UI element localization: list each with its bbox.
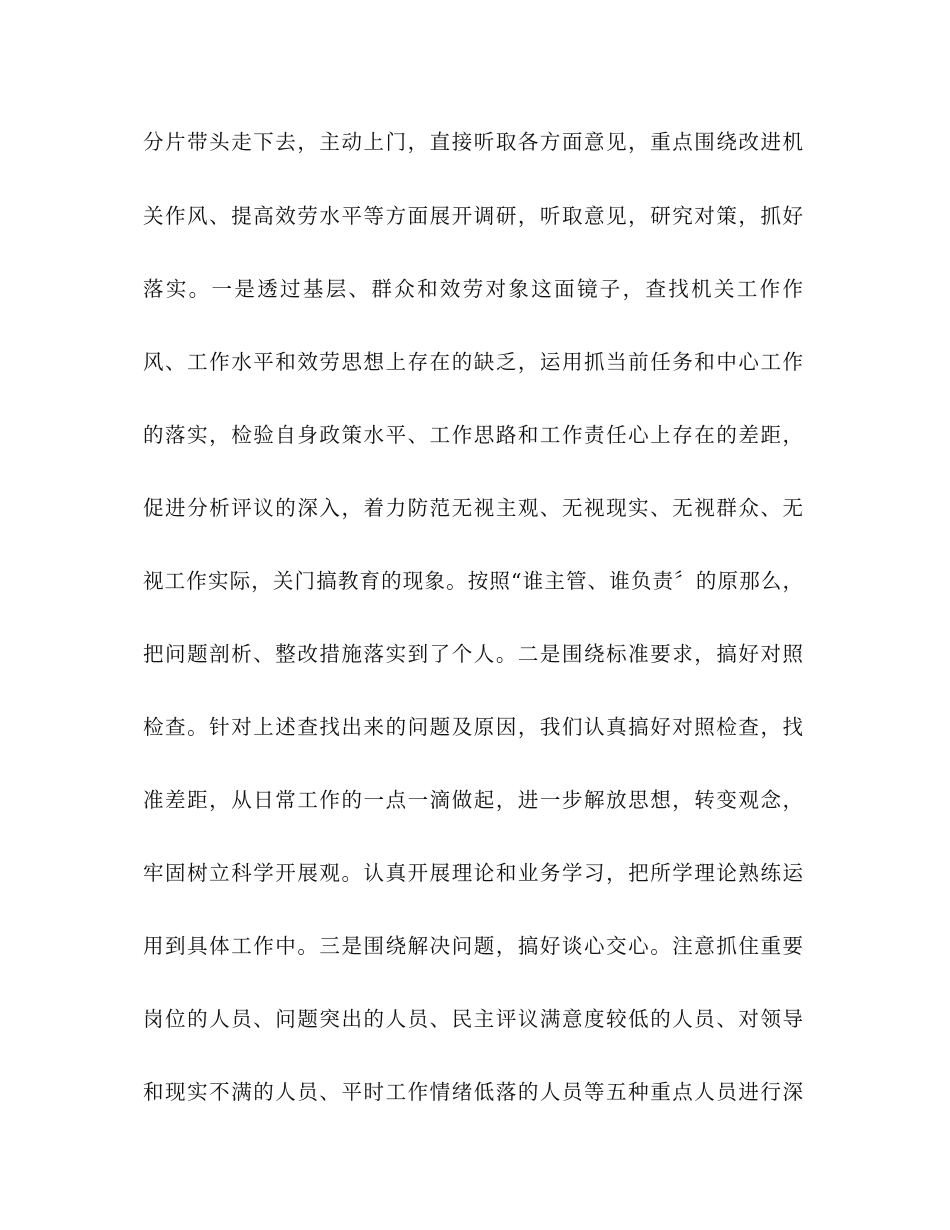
body-text-line: 分片带头走下去，主动上门，直接听取各方面意见，重点围绕改进机 xyxy=(143,130,803,154)
body-text-line: 把问题剖析、整改措施落实到了个人。二是围绕标准要求，搞好对照 xyxy=(143,642,803,666)
body-text-line: 关作风、提高效劳水平等方面展开调研，听取意见，研究对策，抓好 xyxy=(143,204,803,228)
body-text-line: 和现实不满的人员、平时工作情绪低落的人员等五种重点人员进行深 xyxy=(143,1080,803,1104)
body-text-line: 促进分析评议的深入，着力防范无视主观、无视现实、无视群众、无 xyxy=(143,496,803,520)
body-text-line: 岗位的人员、问题突出的人员、民主评议满意度较低的人员、对领导 xyxy=(143,1007,803,1031)
body-text-line: 准差距，从日常工作的一点一滴做起，进一步解放思想，转变观念， xyxy=(143,788,803,812)
body-text-line: 风、工作水平和效劳思想上存在的缺乏，运用抓当前任务和中心工作 xyxy=(143,350,803,374)
body-text-line: 落实。一是透过基层、群众和效劳对象这面镜子，查找机关工作作 xyxy=(143,277,803,301)
body-text-line: 的落实，检验自身政策水平、工作思路和工作责任心上存在的差距， xyxy=(143,423,803,447)
body-text-line: 牢固树立科学开展观。认真开展理论和业务学习，把所学理论熟练运 xyxy=(143,861,803,885)
body-text-line: 视工作实际，关门搞教育的现象。按照“谁主管、谁负责〞的原那么， xyxy=(143,569,803,593)
body-text-line: 检查。针对上述查找出来的问题及原因，我们认真搞好对照检查，找 xyxy=(143,715,803,739)
body-text-line: 用到具体工作中。三是围绕解决问题，搞好谈心交心。注意抓住重要 xyxy=(143,934,803,958)
